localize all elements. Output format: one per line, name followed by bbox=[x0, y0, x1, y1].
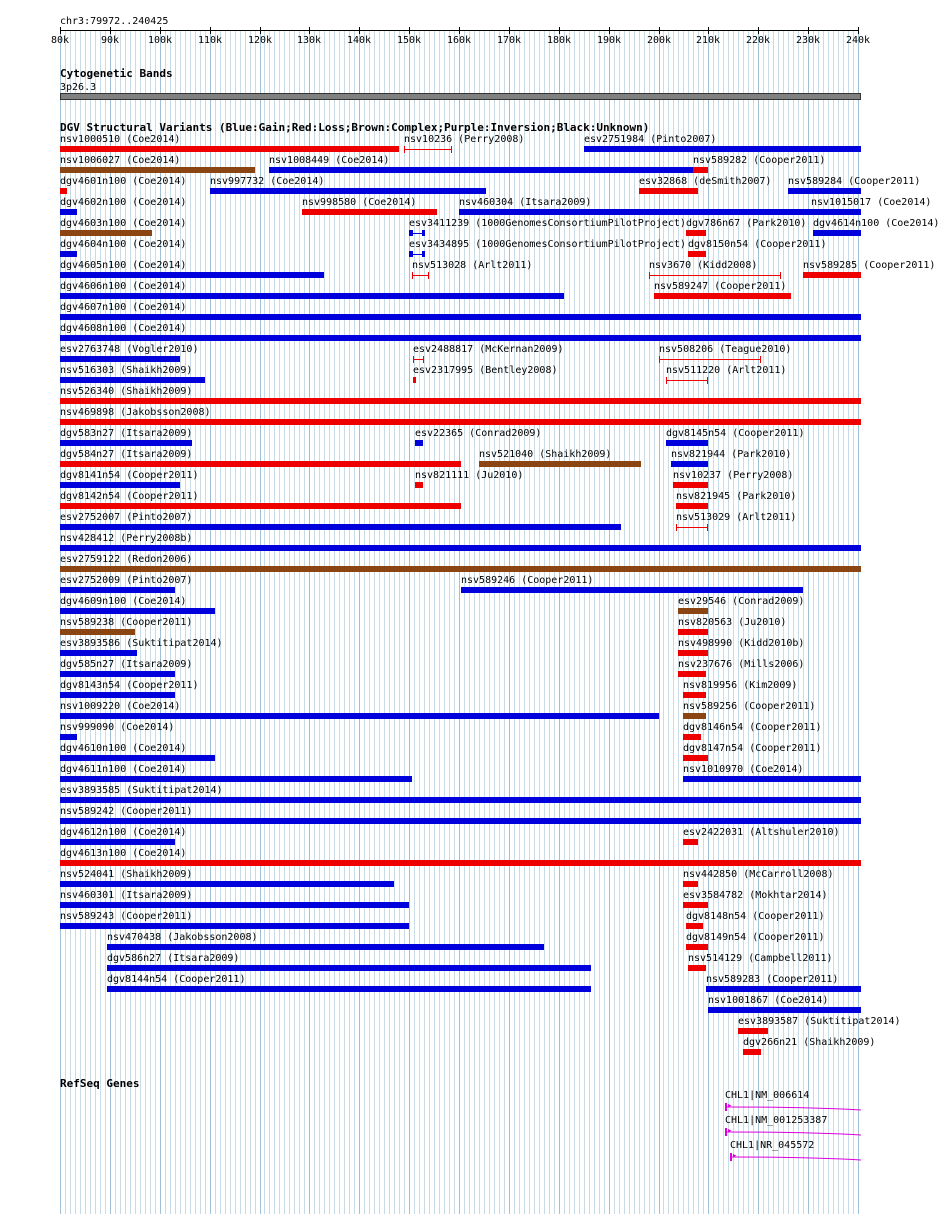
variant-label[interactable]: nsv589247 (Cooper2011) bbox=[654, 281, 787, 292]
variant-bar[interactable] bbox=[60, 251, 77, 257]
variant-label[interactable]: esv3893585 (Suktitipat2014) bbox=[60, 785, 223, 796]
variant-label[interactable]: dgv8143n54 (Cooper2011) bbox=[60, 680, 199, 691]
variant-endcap bbox=[780, 272, 781, 279]
variant-bar[interactable] bbox=[60, 482, 180, 488]
variant-label[interactable]: esv3893586 (Suktitipat2014) bbox=[60, 638, 223, 649]
variant-bar[interactable] bbox=[60, 377, 205, 383]
variant-bar[interactable] bbox=[60, 608, 215, 614]
variant-label[interactable]: nsv442850 (McCarroll2008) bbox=[683, 869, 834, 880]
variant-bar[interactable] bbox=[60, 860, 861, 866]
variant-label[interactable]: nsv589284 (Cooper2011) bbox=[788, 176, 921, 187]
variant-label[interactable]: dgv4613n100 (Coe2014) bbox=[60, 848, 187, 859]
variant-bar[interactable] bbox=[686, 230, 706, 236]
gene-label[interactable]: CHL1|NR_045572 bbox=[730, 1140, 815, 1151]
variant-label[interactable]: nsv820563 (Ju2010) bbox=[678, 617, 787, 628]
variant-label[interactable]: nsv821944 (Park2010) bbox=[671, 449, 792, 460]
variant-endcap bbox=[428, 272, 429, 279]
variant-bar[interactable] bbox=[60, 146, 399, 152]
variant-label[interactable]: dgv583n27 (Itsara2009) bbox=[60, 428, 193, 439]
variant-label[interactable]: nsv524041 (Shaikh2009) bbox=[60, 869, 193, 880]
variant-bar[interactable] bbox=[459, 209, 861, 215]
variant-label[interactable]: dgv4610n100 (Coe2014) bbox=[60, 743, 187, 754]
variant-bar[interactable] bbox=[210, 188, 486, 194]
variant-label[interactable]: nsv1010970 (Coe2014) bbox=[683, 764, 804, 775]
gene-intron-path bbox=[727, 1107, 861, 1110]
ruler-tick bbox=[309, 27, 310, 34]
gene-intron-line bbox=[727, 1127, 861, 1137]
ruler-tick bbox=[659, 27, 660, 34]
variant-endcap bbox=[451, 146, 452, 153]
variant-label[interactable]: nsv1006027 (Coe2014) bbox=[60, 155, 181, 166]
variant-bar[interactable] bbox=[743, 1049, 761, 1055]
variant-label[interactable]: nsv516303 (Shaikh2009) bbox=[60, 365, 193, 376]
ruler-tick-label: 80k bbox=[51, 35, 70, 46]
variant-label[interactable]: nsv589282 (Cooper2011) bbox=[693, 155, 826, 166]
ruler-tick bbox=[359, 27, 360, 34]
variant-bar[interactable] bbox=[60, 650, 137, 656]
ruler-tick bbox=[858, 27, 859, 34]
variant-label[interactable]: dgv4603n100 (Coe2014) bbox=[60, 218, 187, 229]
cytoband-bar[interactable] bbox=[60, 93, 861, 100]
ruler-tick-label: 160k bbox=[447, 35, 472, 46]
variant-bar[interactable] bbox=[683, 902, 708, 908]
variant-label[interactable]: dgv4602n100 (Coe2014) bbox=[60, 197, 187, 208]
dgv-track-title: DGV Structural Variants (Blue:Gain;Red:Loss;Brown:Complex;Purple:Inversion;Black:Unknown) bbox=[60, 121, 650, 134]
variant-bar[interactable] bbox=[60, 902, 409, 908]
variant-bar[interactable] bbox=[671, 461, 708, 467]
variant-label[interactable]: dgv8150n54 (Cooper2011) bbox=[688, 239, 827, 250]
variant-bar[interactable] bbox=[683, 692, 706, 698]
variant-label[interactable]: nsv511220 (Arlt2011) bbox=[666, 365, 787, 376]
variant-label[interactable]: dgv4605n100 (Coe2014) bbox=[60, 260, 187, 271]
variant-label[interactable]: dgv4604n100 (Coe2014) bbox=[60, 239, 187, 250]
variant-bar[interactable] bbox=[413, 377, 416, 383]
variant-bar[interactable] bbox=[678, 608, 708, 614]
variant-bar[interactable] bbox=[60, 692, 175, 698]
variant-span[interactable] bbox=[649, 275, 781, 276]
variant-label[interactable]: dgv585n27 (Itsara2009) bbox=[60, 659, 193, 670]
variant-label[interactable]: esv2752007 (Pinto2007) bbox=[60, 512, 193, 523]
variant-bar[interactable] bbox=[60, 188, 67, 194]
variant-endcap bbox=[649, 272, 650, 279]
variant-bar[interactable] bbox=[461, 587, 803, 593]
variant-label[interactable]: dgv8146n54 (Cooper2011) bbox=[683, 722, 822, 733]
variant-bar[interactable] bbox=[60, 818, 861, 824]
variant-label[interactable]: nsv10236 (Perry2008) bbox=[404, 134, 525, 145]
variant-endcap bbox=[707, 377, 708, 384]
gene-intron-line bbox=[727, 1102, 861, 1112]
variant-label[interactable]: dgv8145n54 (Cooper2011) bbox=[666, 428, 805, 439]
variant-label[interactable]: dgv4601n100 (Coe2014) bbox=[60, 176, 187, 187]
variant-label[interactable]: esv2317995 (Bentley2008) bbox=[413, 365, 558, 376]
variant-label[interactable]: nsv513028 (Arlt2011) bbox=[412, 260, 533, 271]
variant-endcap bbox=[412, 272, 413, 279]
variant-bar[interactable] bbox=[60, 839, 175, 845]
variant-bar[interactable] bbox=[60, 671, 175, 677]
variant-bar[interactable] bbox=[683, 839, 698, 845]
variant-bar[interactable] bbox=[683, 713, 706, 719]
variant-bar[interactable] bbox=[269, 167, 693, 173]
variant-label[interactable]: esv32868 (deSmith2007) bbox=[639, 176, 772, 187]
gene-intron-path bbox=[727, 1132, 861, 1135]
variant-bar[interactable] bbox=[60, 923, 409, 929]
variant-bar[interactable] bbox=[683, 776, 861, 782]
variant-bar[interactable] bbox=[107, 965, 591, 971]
variant-label[interactable]: esv2752009 (Pinto2007) bbox=[60, 575, 193, 586]
variant-block bbox=[422, 230, 425, 236]
variant-label[interactable]: dgv786n67 (Park2010) bbox=[686, 218, 807, 229]
variant-bar[interactable] bbox=[708, 1007, 861, 1013]
variant-label[interactable]: nsv514129 (Campbell2011) bbox=[688, 953, 833, 964]
ruler-tick bbox=[110, 27, 111, 34]
variant-bar[interactable] bbox=[683, 734, 701, 740]
variant-bar[interactable] bbox=[60, 734, 77, 740]
variant-label[interactable]: nsv819956 (Kim2009) bbox=[683, 680, 798, 691]
variant-bar[interactable] bbox=[60, 461, 461, 467]
variant-label[interactable]: dgv8149n54 (Cooper2011) bbox=[686, 932, 825, 943]
refseq-track-title: RefSeq Genes bbox=[60, 1077, 140, 1090]
gene-intron-path bbox=[732, 1157, 861, 1160]
variant-label[interactable]: nsv460304 (Itsara2009) bbox=[459, 197, 592, 208]
variant-label[interactable]: nsv10237 (Perry2008) bbox=[673, 470, 794, 481]
variant-label[interactable]: nsv589246 (Cooper2011) bbox=[461, 575, 594, 586]
variant-endcap bbox=[404, 146, 405, 153]
variant-bar[interactable] bbox=[107, 986, 591, 992]
variant-label[interactable]: esv2488817 (McKernan2009) bbox=[413, 344, 564, 355]
variant-label[interactable]: esv3893587 (Suktitipat2014) bbox=[738, 1016, 901, 1027]
ruler-tick bbox=[409, 27, 410, 34]
ruler-tick-label: 110k bbox=[198, 35, 223, 46]
variant-span[interactable] bbox=[666, 380, 708, 381]
ruler-tick bbox=[160, 27, 161, 34]
variant-bar[interactable] bbox=[678, 671, 706, 677]
cytoband-name: 3p26.3 bbox=[60, 82, 97, 93]
variant-span[interactable] bbox=[404, 149, 452, 150]
variant-bar[interactable] bbox=[788, 188, 861, 194]
variant-endcap bbox=[707, 524, 708, 531]
gene-label[interactable]: CHL1|NM_006614 bbox=[725, 1090, 810, 1101]
variant-bar[interactable] bbox=[60, 881, 394, 887]
variant-bar[interactable] bbox=[738, 1028, 768, 1034]
variant-label[interactable]: nsv428412 (Perry2008b) bbox=[60, 533, 193, 544]
variant-bar[interactable] bbox=[479, 461, 641, 467]
ruler-tick-label: 190k bbox=[597, 35, 622, 46]
variant-bar[interactable] bbox=[678, 629, 708, 635]
variant-label[interactable]: nsv1001867 (Coe2014) bbox=[708, 995, 829, 1006]
variant-bar[interactable] bbox=[415, 482, 423, 488]
ruler-tick-label: 100k bbox=[148, 35, 173, 46]
ruler-tick-label: 200k bbox=[647, 35, 672, 46]
variant-endcap bbox=[676, 524, 677, 531]
gene-strand-arrow: ▸ bbox=[732, 1151, 738, 1161]
variant-label[interactable]: esv3434895 (1000GenomesConsortiumPilotProject) bbox=[409, 239, 686, 250]
gene-strand-arrow: ▸ bbox=[727, 1101, 733, 1111]
variant-bar[interactable] bbox=[811, 209, 861, 215]
gene-intron-line bbox=[732, 1152, 861, 1162]
ruler-tick-label: 210k bbox=[696, 35, 721, 46]
variant-label[interactable]: dgv266n21 (Shaikh2009) bbox=[743, 1037, 876, 1048]
ruler-tick bbox=[708, 27, 709, 34]
variant-label[interactable]: nsv508206 (Teague2010) bbox=[659, 344, 792, 355]
variant-bar[interactable] bbox=[60, 209, 77, 215]
gene-label[interactable]: CHL1|NM_001253387 bbox=[725, 1115, 828, 1126]
ruler-tick-label: 170k bbox=[497, 35, 522, 46]
variant-label[interactable]: nsv526340 (Shaikh2009) bbox=[60, 386, 193, 397]
variant-bar[interactable] bbox=[60, 167, 255, 173]
variant-label[interactable]: dgv586n27 (Itsara2009) bbox=[107, 953, 240, 964]
variant-bar[interactable] bbox=[60, 335, 861, 341]
variant-label[interactable]: nsv1008449 (Coe2014) bbox=[269, 155, 390, 166]
ruler-tick bbox=[808, 27, 809, 34]
ruler-tick bbox=[260, 27, 261, 34]
variant-bar[interactable] bbox=[688, 251, 706, 257]
ruler-location: chr3:79972..240425 bbox=[60, 16, 169, 27]
variant-label[interactable]: nsv469898 (Jakobsson2008) bbox=[60, 407, 211, 418]
variant-label[interactable]: esv2763748 (Vogler2010) bbox=[60, 344, 199, 355]
variant-label[interactable]: nsv821945 (Park2010) bbox=[676, 491, 797, 502]
variant-label[interactable]: dgv4609n100 (Coe2014) bbox=[60, 596, 187, 607]
variant-bar[interactable] bbox=[686, 923, 703, 929]
variant-label[interactable]: nsv1009220 (Coe2014) bbox=[60, 701, 181, 712]
variant-bar[interactable] bbox=[302, 209, 437, 215]
variant-endcap bbox=[423, 356, 424, 363]
variant-bar[interactable] bbox=[60, 440, 192, 446]
ruler-tick bbox=[509, 27, 510, 34]
variant-bar[interactable] bbox=[654, 293, 791, 299]
ruler-tick bbox=[758, 27, 759, 34]
variant-span[interactable] bbox=[676, 527, 708, 528]
variant-label[interactable]: nsv237676 (Mills2006) bbox=[678, 659, 805, 670]
ruler-tick-label: 130k bbox=[297, 35, 322, 46]
variant-span[interactable] bbox=[412, 275, 429, 276]
variant-label[interactable]: dgv4608n100 (Coe2014) bbox=[60, 323, 187, 334]
ruler-tick bbox=[459, 27, 460, 34]
variant-label[interactable]: esv2751984 (Pinto2007) bbox=[584, 134, 717, 145]
variant-label[interactable]: dgv8141n54 (Cooper2011) bbox=[60, 470, 199, 481]
variant-bar[interactable] bbox=[678, 650, 708, 656]
variant-bar[interactable] bbox=[60, 545, 861, 551]
variant-label[interactable]: esv3584782 (Mokhtar2014) bbox=[683, 890, 828, 901]
variant-endcap bbox=[413, 356, 414, 363]
variant-label[interactable]: esv3411239 (1000GenomesConsortiumPilotProject) bbox=[409, 218, 686, 229]
variant-label[interactable]: nsv470438 (Jakobsson2008) bbox=[107, 932, 258, 943]
ruler-tick-label: 240k bbox=[846, 35, 871, 46]
variant-bar[interactable] bbox=[584, 146, 861, 152]
variant-label[interactable]: nsv821111 (Ju2010) bbox=[415, 470, 524, 481]
variant-bar[interactable] bbox=[683, 755, 708, 761]
variant-label[interactable]: esv2759122 (Redon2006) bbox=[60, 554, 193, 565]
variant-label[interactable]: nsv460301 (Itsara2009) bbox=[60, 890, 193, 901]
variant-span[interactable] bbox=[659, 359, 761, 360]
variant-endcap bbox=[659, 356, 660, 363]
variant-label[interactable]: dgv8142n54 (Cooper2011) bbox=[60, 491, 199, 502]
variant-bar[interactable] bbox=[676, 503, 708, 509]
variant-label[interactable]: nsv999090 (Coe2014) bbox=[60, 722, 175, 733]
variant-label[interactable]: nsv3670 (Kidd2008) bbox=[649, 260, 758, 271]
variant-label[interactable]: nsv589283 (Cooper2011) bbox=[706, 974, 839, 985]
variant-label[interactable]: dgv4607n100 (Coe2014) bbox=[60, 302, 187, 313]
variant-bar[interactable] bbox=[639, 188, 698, 194]
ruler-tick-label: 220k bbox=[746, 35, 771, 46]
variant-label[interactable]: dgv4614n100 (Coe2014) bbox=[813, 218, 939, 229]
variant-label[interactable]: nsv1000510 (Coe2014) bbox=[60, 134, 181, 145]
variant-label[interactable]: dgv4612n100 (Coe2014) bbox=[60, 827, 187, 838]
ruler-tick-label: 90k bbox=[101, 35, 120, 46]
variant-bar[interactable] bbox=[803, 272, 861, 278]
variant-label[interactable]: nsv498990 (Kidd2010b) bbox=[678, 638, 805, 649]
variant-endcap bbox=[760, 356, 761, 363]
ruler-tick bbox=[60, 27, 61, 34]
variant-bar[interactable] bbox=[415, 440, 423, 446]
variant-bar[interactable] bbox=[673, 482, 708, 488]
variant-bar[interactable] bbox=[60, 503, 461, 509]
variant-label[interactable]: dgv8148n54 (Cooper2011) bbox=[686, 911, 825, 922]
variant-label[interactable]: esv29546 (Conrad2009) bbox=[678, 596, 805, 607]
variant-label[interactable]: nsv589256 (Cooper2011) bbox=[683, 701, 816, 712]
ruler-tick-label: 230k bbox=[796, 35, 821, 46]
variant-bar[interactable] bbox=[107, 944, 544, 950]
variant-bar[interactable] bbox=[60, 587, 175, 593]
variant-bar[interactable] bbox=[60, 713, 659, 719]
variant-bar[interactable] bbox=[60, 755, 215, 761]
gene-strand-arrow: ▸ bbox=[727, 1126, 733, 1136]
variant-bar[interactable] bbox=[60, 293, 564, 299]
variant-bar[interactable] bbox=[60, 566, 861, 572]
ruler-tick-label: 150k bbox=[397, 35, 422, 46]
ruler-tick bbox=[210, 27, 211, 34]
variant-bar[interactable] bbox=[60, 398, 861, 404]
variant-label[interactable]: nsv589242 (Cooper2011) bbox=[60, 806, 193, 817]
variant-block bbox=[409, 251, 413, 257]
variant-label[interactable]: nsv521040 (Shaikh2009) bbox=[479, 449, 612, 460]
variant-bar[interactable] bbox=[686, 944, 708, 950]
variant-bar[interactable] bbox=[60, 356, 180, 362]
variant-bar[interactable] bbox=[60, 797, 861, 803]
cytoband-track-title: Cytogenetic Bands bbox=[60, 67, 173, 80]
variant-label[interactable]: dgv4606n100 (Coe2014) bbox=[60, 281, 187, 292]
variant-bar[interactable] bbox=[60, 230, 152, 236]
variant-label[interactable]: dgv8147n54 (Cooper2011) bbox=[683, 743, 822, 754]
variant-bar[interactable] bbox=[60, 776, 412, 782]
variant-endcap bbox=[666, 377, 667, 384]
ruler-tick-label: 140k bbox=[347, 35, 372, 46]
variant-bar[interactable] bbox=[60, 629, 135, 635]
variant-bar[interactable] bbox=[688, 965, 706, 971]
variant-bar[interactable] bbox=[60, 314, 861, 320]
variant-block bbox=[409, 230, 413, 236]
variant-bar[interactable] bbox=[693, 167, 708, 173]
variant-bar[interactable] bbox=[683, 881, 698, 887]
variant-label[interactable]: nsv589243 (Cooper2011) bbox=[60, 911, 193, 922]
ruler-tick bbox=[609, 27, 610, 34]
variant-label[interactable]: esv2422031 (Altshuler2010) bbox=[683, 827, 840, 838]
variant-block bbox=[422, 251, 425, 257]
ruler-tick-label: 180k bbox=[547, 35, 572, 46]
variant-label[interactable]: nsv997732 (Coe2014) bbox=[210, 176, 325, 187]
variant-label[interactable]: nsv998580 (Coe2014) bbox=[302, 197, 417, 208]
variant-bar[interactable] bbox=[813, 230, 861, 236]
variant-bar[interactable] bbox=[60, 419, 861, 425]
variant-bar[interactable] bbox=[60, 524, 621, 530]
ruler-tick-label: 120k bbox=[248, 35, 273, 46]
variant-label[interactable]: dgv4611n100 (Coe2014) bbox=[60, 764, 187, 775]
ruler-tick bbox=[559, 27, 560, 34]
variant-label[interactable]: dgv584n27 (Itsara2009) bbox=[60, 449, 193, 460]
variant-label[interactable]: nsv589285 (Cooper2011) bbox=[803, 260, 936, 271]
variant-label[interactable]: nsv513029 (Arlt2011) bbox=[676, 512, 797, 523]
variant-label[interactable]: esv22365 (Conrad2009) bbox=[415, 428, 542, 439]
variant-bar[interactable] bbox=[706, 986, 861, 992]
variant-label[interactable]: nsv589238 (Cooper2011) bbox=[60, 617, 193, 628]
variant-label[interactable]: nsv1015017 (Coe2014) bbox=[811, 197, 932, 208]
variant-bar[interactable] bbox=[666, 440, 708, 446]
variant-bar[interactable] bbox=[60, 272, 324, 278]
variant-label[interactable]: dgv8144n54 (Cooper2011) bbox=[107, 974, 246, 985]
